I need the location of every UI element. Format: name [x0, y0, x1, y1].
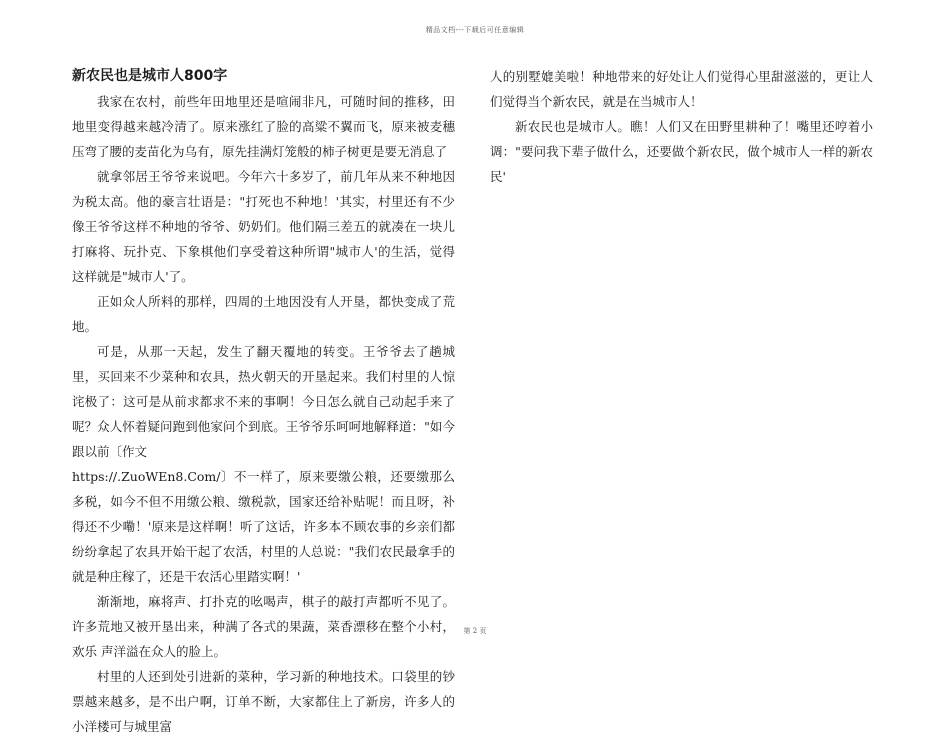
paragraph-7: 新农民也是城市人。瞧！人们又在田野里耕种了！嘴里还哼着小调："要问我下辈子做什么，还要做个新农民，做个城市人一样的新农民'	[490, 119, 873, 184]
paragraph-6-continued: 人的别墅媲美啦！种地带来的好处让人们觉得心里甜滋滋的，更让人们觉得当个新农民，就是在当城市人！	[490, 69, 873, 109]
page-number: 第 2 页	[463, 627, 487, 635]
paragraph-3: 正如众人所料的那样，四周的土地因没有人开垦，都快变成了荒地。	[72, 294, 455, 334]
paragraph-2: 就拿邻居王爷爷来说吧。今年六十多岁了，前几年从来不种地因为税太高。他的豪言壮语是："打死也不种地！'其实，村里还有不少像王爷爷这样不种地的爷爷、奶奶们。他们隔三差五的就凑在一块儿打麻将、玩扑克、下象棋他们享受着这种所谓"城市人'的生活，觉得这样就是"城市人'了。	[72, 169, 455, 284]
article-title: 新农民也是城市人800字	[72, 68, 228, 84]
left-column	[72, 64, 455, 739]
paragraph-4: 可是，从那一天起，发生了翻天覆地的转变。王爷爷去了趟城里，买回来不少菜种和农具，热火朝天的开垦起来。我们村里的人惊诧极了：这可是从前求都求不来的事啊！今日怎么就自己动起手来了呢？众人怀着疑问跑到他家问个到底。王爷爷乐呵呵地解释道："如今跟以前〔作文	[72, 344, 455, 459]
page-header: 精品文档---下载后可任意编辑	[425, 26, 525, 34]
paragraph-4-continued: https://.ZuoWEn8.Com/〕不一样了，原来要缴公粮，还要缴那么多税，如今不但不用缴公粮、缴税款，国家还给补贴呢！而且呀，补得还不少嘞！'原来是这样啊！听了这话，许多本不顾农事的乡亲们都纷纷拿起了农具开始干起了农活，村里的人总说："我们农民最拿手的就是种庄稼了，还是干农活心里踏实啊！'	[72, 469, 455, 584]
paragraph-6: 村里的人还到处引进新的菜种，学习新的种地技术。口袋里的钞票越来越多，是不出户啊，订单不断，大家都住上了新房，许多人的小洋楼可与城里富	[72, 669, 455, 734]
paragraph-5: 渐渐地，麻将声、打扑克的吆喝声，棋子的敲打声都听不见了。许多荒地又被开垦出来，种满了各式的果蔬，菜香漂移在整个小村，欢乐 声洋溢在众人的脸上。	[72, 594, 455, 659]
paragraph-1: 我家在农村，前些年田地里还是喧闹非凡，可随时间的推移，田地里变得越来越冷清了。原来涨红了脸的高粱不翼而飞，原来被麦穗压弯了腰的麦苗化为乌有，原先挂满灯笼般的柿子树更是要无消息了	[72, 94, 455, 159]
right-column	[490, 64, 873, 189]
